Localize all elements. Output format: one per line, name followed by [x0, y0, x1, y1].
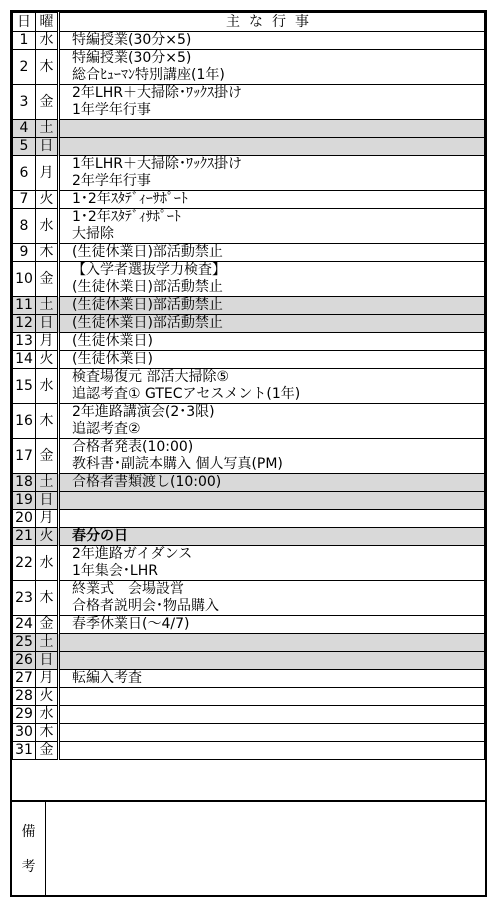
event-cell: [59, 50, 485, 85]
day-number: 26: [13, 652, 36, 670]
schedule-row: [13, 85, 485, 120]
schedule-row: [13, 510, 485, 528]
schedule-row: [13, 351, 485, 369]
day-number: 4: [13, 120, 36, 138]
weekday: 木: [36, 244, 59, 262]
day-number: 6: [13, 156, 36, 191]
event-cell: [59, 581, 485, 616]
day-number: 23: [13, 581, 36, 616]
day-number: 8: [13, 209, 36, 244]
weekday: 水: [36, 209, 59, 244]
weekday: 水: [36, 546, 59, 581]
event-cell: [59, 439, 485, 474]
day-number: 13: [13, 333, 36, 351]
weekday: 木: [36, 581, 59, 616]
schedule-row: [13, 191, 485, 209]
schedule-row: [13, 297, 485, 315]
weekday: 水: [36, 706, 59, 724]
event-text: (生徒休業日)部活動禁止: [72, 297, 223, 313]
event-text: 転編入考査: [72, 670, 142, 686]
notes-label-char-1: 備: [21, 824, 36, 841]
event-cell: [59, 510, 485, 528]
weekday: 金: [36, 439, 59, 474]
event-text: 【入学者選抜学力検査】: [72, 262, 226, 278]
event-cell: [59, 688, 485, 706]
event-text: 大掃除: [72, 226, 114, 242]
day-number: 5: [13, 138, 36, 156]
event-cell: [59, 244, 485, 262]
schedule-row: [13, 138, 485, 156]
schedule-row: [13, 244, 485, 262]
weekday: 土: [36, 474, 59, 492]
event-cell: [59, 528, 485, 546]
day-number: 21: [13, 528, 36, 546]
day-number: 14: [13, 351, 36, 369]
event-text: 教科書･副読本購入 個人写真(PM): [72, 456, 283, 472]
day-number: 19: [13, 492, 36, 510]
event-cell: [59, 297, 485, 315]
event-text: 特編授業(30分×5): [72, 50, 192, 66]
weekday: 金: [36, 85, 59, 120]
weekday: 金: [36, 742, 59, 760]
schedule-row: [13, 706, 485, 724]
event-text: 1年LHR＋大掃除･ﾜｯｸｽ掛け: [72, 156, 242, 172]
event-text: (生徒休業日)部活動禁止: [72, 279, 223, 295]
event-cell: [59, 474, 485, 492]
day-number: 29: [13, 706, 36, 724]
day-number: 22: [13, 546, 36, 581]
event-text: 合格者説明会･物品購入: [72, 598, 219, 614]
schedule-row: [13, 670, 485, 688]
event-cell: [59, 138, 485, 156]
header-day: 日: [13, 13, 36, 32]
event-cell: [59, 404, 485, 439]
schedule-row: [13, 724, 485, 742]
schedule-row: [13, 156, 485, 191]
weekday: 日: [36, 138, 59, 156]
event-text: 2年進路講演会(2･3限): [72, 404, 215, 420]
event-cell: [59, 369, 485, 404]
weekday: 土: [36, 120, 59, 138]
weekday: 月: [36, 670, 59, 688]
event-text: (生徒休業日): [72, 333, 153, 349]
weekday: 火: [36, 191, 59, 209]
event-cell: [59, 546, 485, 581]
event-cell: [59, 652, 485, 670]
schedule-row: [13, 742, 485, 760]
day-number: 16: [13, 404, 36, 439]
day-number: 10: [13, 262, 36, 297]
day-number: 30: [13, 724, 36, 742]
weekday: 月: [36, 333, 59, 351]
day-number: 18: [13, 474, 36, 492]
weekday: 木: [36, 404, 59, 439]
day-number: 7: [13, 191, 36, 209]
event-cell: [59, 262, 485, 297]
day-number: 9: [13, 244, 36, 262]
weekday: 日: [36, 652, 59, 670]
day-number: 12: [13, 315, 36, 333]
schedule-row: [13, 652, 485, 670]
event-text: (生徒休業日)部活動禁止: [72, 315, 223, 331]
event-text: (生徒休業日): [72, 351, 153, 367]
day-number: 17: [13, 439, 36, 474]
header-events: 主な行事: [59, 13, 485, 32]
weekday: 火: [36, 351, 59, 369]
schedule-row: [13, 262, 485, 297]
event-text: 春季休業日(～4/7): [72, 616, 190, 632]
schedule-row: [13, 209, 485, 244]
schedule-row: [13, 616, 485, 634]
schedule-row: [13, 315, 485, 333]
notes-label-char-2: 考: [21, 858, 36, 875]
schedule-row: [13, 581, 485, 616]
weekday: 木: [36, 50, 59, 85]
event-text: 合格者発表(10:00): [72, 439, 194, 455]
schedule-row: [13, 688, 485, 706]
weekday: 土: [36, 634, 59, 652]
event-cell: [59, 85, 485, 120]
event-cell: [59, 333, 485, 351]
event-text: 終業式 会場設営: [72, 581, 184, 597]
event-cell: [59, 209, 485, 244]
table-header: [13, 13, 485, 32]
schedule-row: [13, 369, 485, 404]
event-cell: [59, 32, 485, 50]
day-number: 24: [13, 616, 36, 634]
event-text: 1年集会･LHR: [72, 563, 158, 579]
weekday: 木: [36, 724, 59, 742]
event-cell: [59, 492, 485, 510]
weekday: 水: [36, 32, 59, 50]
event-text: 特編授業(30分×5): [72, 32, 192, 48]
schedule-row: [13, 333, 485, 351]
event-text: 追認考査②: [72, 421, 141, 437]
schedule-row: [13, 50, 485, 85]
event-text: 2年進路ガイダンス: [72, 546, 193, 562]
event-cell: [59, 634, 485, 652]
weekday: 水: [36, 369, 59, 404]
schedule-row: [13, 32, 485, 50]
day-number: 3: [13, 85, 36, 120]
event-cell: [59, 742, 485, 760]
event-cell: [59, 706, 485, 724]
schedule-row: [13, 546, 485, 581]
event-text: 2年学年行事: [72, 173, 151, 189]
event-cell: [59, 191, 485, 209]
day-number: 15: [13, 369, 36, 404]
schedule-row: [13, 439, 485, 474]
event-text: 春分の日: [72, 528, 128, 544]
schedule-row: [13, 120, 485, 138]
schedule-frame: [10, 10, 487, 897]
day-number: 25: [13, 634, 36, 652]
schedule-row: [13, 474, 485, 492]
weekday: 金: [36, 262, 59, 297]
event-cell: [59, 351, 485, 369]
weekday: 月: [36, 510, 59, 528]
day-number: 27: [13, 670, 36, 688]
event-cell: [59, 616, 485, 634]
weekday: 日: [36, 315, 59, 333]
day-number: 28: [13, 688, 36, 706]
event-text: 合格者書類渡し(10:00): [72, 474, 222, 490]
event-cell: [59, 670, 485, 688]
weekday: 土: [36, 297, 59, 315]
notes-label: [12, 802, 46, 895]
event-text: 1･2年ｽﾀﾃﾞｨｻﾎﾟｰﾄ: [72, 209, 181, 225]
day-number: 11: [13, 297, 36, 315]
event-cell: [59, 156, 485, 191]
event-text: 総合ﾋｭｰﾏﾝ特別講座(1年): [72, 67, 225, 83]
weekday: 月: [36, 156, 59, 191]
schedule-row: [13, 404, 485, 439]
schedule-row: [13, 634, 485, 652]
event-text: 追認考査① GTECアセスメント(1年): [72, 386, 301, 402]
event-text: (生徒休業日)部活動禁止: [72, 244, 223, 260]
weekday: 火: [36, 528, 59, 546]
event-text: 検査場復元 部活大掃除⑤: [72, 369, 230, 385]
event-cell: [59, 120, 485, 138]
day-number: 20: [13, 510, 36, 528]
day-number: 1: [13, 32, 36, 50]
event-cell: [59, 315, 485, 333]
event-cell: [59, 724, 485, 742]
notes-section: [12, 800, 485, 895]
event-text: 1･2年ｽﾀﾃﾞｨｰｻﾎﾟｰﾄ: [72, 191, 188, 207]
schedule-row: [13, 492, 485, 510]
schedule-row: [13, 528, 485, 546]
weekday: 金: [36, 616, 59, 634]
weekday: 日: [36, 492, 59, 510]
day-number: 2: [13, 50, 36, 85]
schedule-table: [12, 12, 485, 760]
event-text: 2年LHR＋大掃除･ﾜｯｸｽ掛け: [72, 85, 242, 101]
day-number: 31: [13, 742, 36, 760]
weekday: 火: [36, 688, 59, 706]
event-text: 1年学年行事: [72, 102, 151, 118]
header-weekday: 曜: [36, 13, 59, 32]
